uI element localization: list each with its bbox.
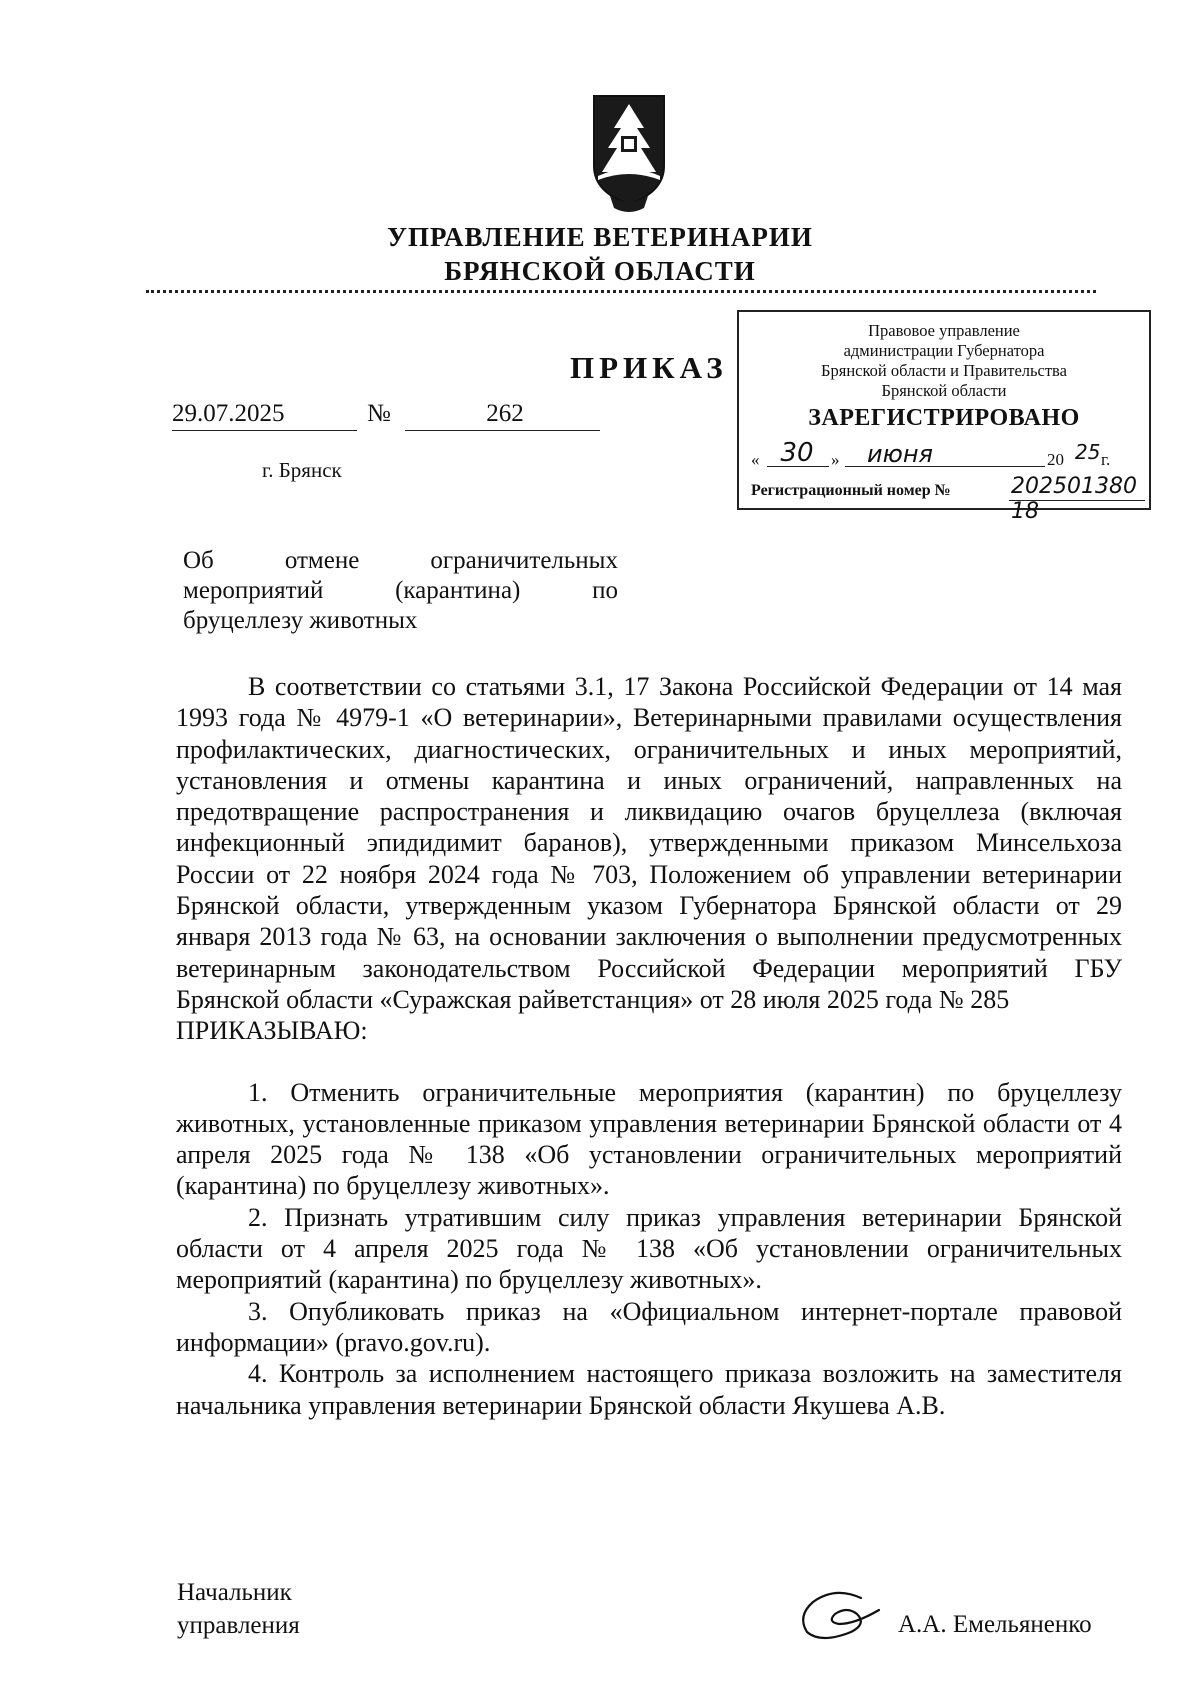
order-item-3: 3. Опубликовать приказ на «Официальном интернет-портале правовой информации» (pravo.gov.ru). (176, 1296, 1122, 1357)
signatory-position-line2: управления (177, 1612, 300, 1639)
stamp-quote-close: » (831, 450, 840, 469)
paragraph-gap (176, 1047, 1122, 1077)
command-word: ПРИКАЗЫВАЮ: (176, 1016, 368, 1046)
stamp-line-3: Брянской области и Правительства (821, 361, 1067, 380)
signatory-name: А.А. Емельяненко (898, 1611, 1092, 1638)
order-number-underline (405, 430, 600, 431)
organization-name-line1: УПРАВЛЕНИЕ ВЕТЕРИНАРИИ (387, 222, 813, 252)
order-city: г. Брянск (262, 458, 342, 482)
signatory-position-line1: Начальник (177, 1579, 292, 1606)
stamp-month-underline (845, 466, 1045, 467)
stamp-date (739, 438, 1149, 476)
stamp-reg-number-label: Регистрационный номер № (751, 482, 951, 499)
subject-line-1 (183, 546, 618, 576)
order-number: 262 (486, 400, 524, 427)
subject-word: мероприятий (183, 577, 324, 604)
subject-line-3: бруцеллезу животных (183, 607, 418, 634)
stamp-registered-label: ЗАРЕГИСТРИРОВАНО (808, 405, 1080, 431)
stamp-reg-number: 202501380 18 (1011, 474, 1137, 524)
stamp-quote-open: « (751, 450, 760, 469)
stamp-year-suffix: 25 (1075, 440, 1101, 464)
document-title: ПРИКАЗ (570, 350, 728, 385)
order-number-sign: № (367, 400, 391, 427)
order-item-4: 4. Контроль за исполнением настоящего приказа возложить на заместителя начальника управления ветеринарии Брянской области Якушева А.В. (176, 1359, 1122, 1420)
order-date: 29.07.2025 (172, 400, 285, 427)
stamp-year-prefix: 20 (1047, 450, 1064, 469)
stamp-month: июня (867, 440, 933, 468)
signatory-position (177, 1576, 300, 1642)
stamp-day-underline (767, 466, 829, 467)
order-subject (183, 546, 618, 636)
subject-line-2 (183, 576, 618, 606)
stamp-line-4: Брянской области (881, 381, 1007, 400)
stamp-reg-number-underline (1009, 500, 1145, 501)
stamp-line-1: Правовое управление (868, 321, 1020, 340)
order-item-1: 1. Отменить ограничительные мероприятия (карантин) по бруцеллезу животных, установленные приказом управления ветеринарии Брянской области от 4 апреля 2025 года № 138 «Об установлении ограничительных мероприятий (карантина) по бруцеллезу животных». (176, 1077, 1122, 1201)
subject-word: ограничительных (430, 547, 618, 574)
subject-word: Об (183, 547, 214, 574)
subject-word: отмене (284, 547, 360, 574)
order-date-underline (172, 430, 357, 431)
coat-of-arms-icon (588, 92, 670, 214)
preamble-paragraph: В соответствии со статьями 3.1, 17 Закона Российской Федерации от 14 мая 1993 года № 4979-1 «О ветеринарии», Ветеринарными правилами осуществления профилактических, диагностических, ограничительных и иных мероприятий, установления и отмены карантина и иных ограничений, направленных на предотвращение распространения и ликвидацию очагов бруцеллеза (включая инфекционный эпидидимит баранов), утвержденными приказом Минсельхоза России от 22 ноября 2024 года № 703, Положением об управлении ветеринарии Брянской области, утвержденным указом Губернатора Брянской области от 29 января 2013 года № 63, на основании заключения о выполнении предусмотренных ветеринарным законодательством Российской Федерации мероприятий ГБУ Брянской области «Суражская райветстанция» от 28 июля 2025 года № 285 (176, 672, 1122, 1014)
order-body (176, 671, 1122, 1421)
stamp-line-2: администрации Губернатора (843, 341, 1045, 360)
subject-word: (карантина) (395, 577, 521, 604)
stamp-day: 30 (780, 438, 814, 468)
subject-word: по (592, 577, 618, 604)
registration-stamp (737, 310, 1151, 524)
stamp-year-unit: г. (1101, 450, 1111, 469)
handwritten-signature (795, 1584, 885, 1646)
order-item-2: 2. Признать утратившим силу приказ управления ветеринарии Брянской области от 4 апреля 2025 года № 138 «Об установлении ограничительных мероприятий (карантина) по бруцеллезу животных». (176, 1202, 1122, 1295)
header-divider (146, 290, 1096, 293)
organization-name-line2: БРЯНСКОЙ ОБЛАСТИ (444, 256, 756, 286)
